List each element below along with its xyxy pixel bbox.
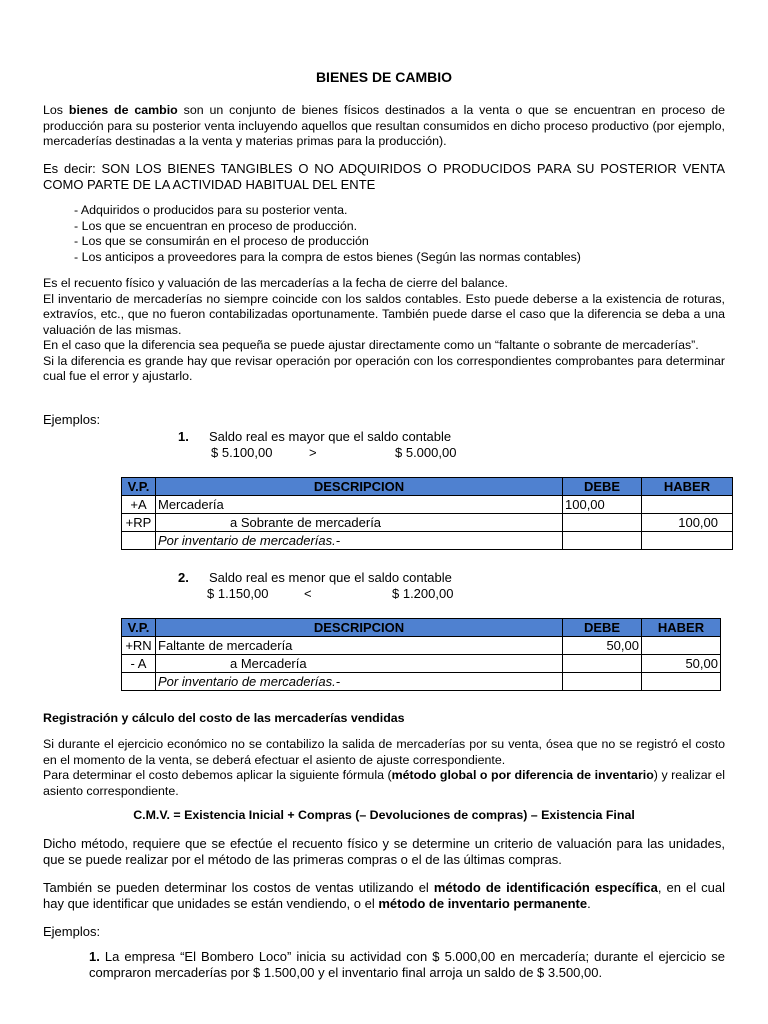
cell-debe: [563, 655, 642, 673]
table-row: [122, 673, 721, 691]
cmv-paragraph-4: También se pueden determinar los costos de ventas utilizando el método de identificación específica, en el cual hay que identificar que unidades se están vendiendo, o el método de inventario permanente.: [43, 880, 725, 911]
cell-debe: [563, 532, 642, 550]
cell-haber: [642, 532, 733, 550]
cell-vp: +RN: [122, 637, 156, 655]
header-descripcion: DESCRIPCION: [156, 478, 563, 496]
cell-vp: +A: [122, 496, 156, 514]
example-2-number: 2.: [178, 570, 189, 585]
cmv-ejemplos-label: Ejemplos:: [43, 924, 101, 939]
header-descripcion: DESCRIPCION: [156, 619, 563, 637]
table-header-row: [122, 619, 721, 637]
table-row: [122, 496, 733, 514]
intro-bold-term: bienes de cambio: [68, 103, 178, 117]
list-item: - Los que se consumirán en el proceso de producción: [74, 234, 369, 249]
inventario-block: [43, 276, 725, 385]
table-row: [122, 637, 721, 655]
cmv-example-1: 1. La empresa “El Bombero Loco” inicia su actividad con $ 5.000,00 en mercadería; durante el ejercicio se compraron mercaderías por $ 1.500,00 y el inventario final arroja un saldo de $ 3.500,00.: [89, 949, 725, 980]
example-1-operator: >: [309, 445, 317, 460]
inventario-p4: Si la diferencia es grande hay que revisar operación por operación con los correspondientes comprobantes para determinar cual fue el error y ajustarlo.: [43, 353, 725, 383]
cell-vp: +RP: [122, 514, 156, 532]
page-title: BIENES DE CAMBIO: [315, 69, 453, 85]
example-1-text: Saldo real es mayor que el saldo contable: [209, 429, 452, 444]
example-2-operator: <: [304, 586, 312, 601]
cell-debe: 100,00: [563, 496, 642, 514]
journal-table-2: [121, 618, 721, 691]
example-2-value-contable: $ 1.200,00: [392, 586, 454, 601]
intro-paragraph: Los bienes de cambio son un conjunto de bienes físicos destinados a la venta o que se encuentran en proceso de producción para su posterior venta incluyendo aquellos que resultan consumidos en dicho proceso productivo (por ejemplo, mercaderías destinadas a la venta y materias primas para la producción).: [43, 103, 725, 148]
inventario-p2: El inventario de mercaderías no siempre coincide con los saldos contables. Esto puede deberse a la existencia de roturas, extravíos, etc., que no fueron contabilizadas oportunamente. También puede darse el caso que la diferencia se deba a una valuación de las mismas.: [43, 291, 725, 337]
list-item: - Los anticipos a proveedores para la compra de estos bienes (Según las normas contables): [74, 249, 581, 264]
cell-vp: [122, 532, 156, 550]
cell-haber: [642, 496, 733, 514]
es-decir-paragraph: Es decir: SON LOS BIENES TANGIBLES O NO ADQUIRIDOS O PRODUCIDOS PARA SU POSTERIOR VENTA COMO PARTE DE LA ACTIVIDAD HABITUAL DEL ENTE: [43, 161, 725, 192]
cell-desc: Faltante de mercadería: [156, 637, 563, 655]
header-vp: V.P.: [122, 619, 156, 637]
header-haber: HABER: [642, 619, 721, 637]
example-1-number: 1.: [178, 429, 189, 444]
cell-vp: - A: [122, 655, 156, 673]
example-1-value-real: $ 5.100,00: [211, 445, 273, 460]
header-vp: V.P.: [122, 478, 156, 496]
header-haber: HABER: [642, 478, 733, 496]
cell-debe: [563, 673, 642, 691]
example-2-text: Saldo real es menor que el saldo contable: [209, 570, 452, 585]
cmv-paragraph-3: Dicho método, requiere que se efectúe el recuento físico y se determine un criterio de valuación para las unidades, que se puede realizar por el método de las primeras compras o el de las últimas compras.: [43, 836, 725, 867]
cell-debe: [563, 514, 642, 532]
cmv-formula: C.M.V. = Existencia Inicial + Compras (– Devoluciones de compras) – Existencia Final: [133, 808, 635, 822]
cmv-paragraph-2: Para determinar el costo debemos aplicar la siguiente fórmula (método global o por diferencia de inventario) y realizar el asiento correspondiente.: [43, 768, 725, 798]
list-item: - Los que se encuentran en proceso de producción.: [74, 218, 358, 233]
journal-table-1: [121, 477, 733, 550]
example-2-value-real: $ 1.150,00: [207, 586, 269, 601]
cell-desc: Por inventario de mercaderías.-: [156, 532, 563, 550]
list-item: - Adquiridos o producidos para su posterior venta.: [74, 203, 348, 217]
example-1-value-contable: $ 5.000,00: [395, 445, 457, 460]
cmv-heading: Registración y cálculo del costo de las mercaderías vendidas: [43, 711, 405, 725]
cell-vp: [122, 673, 156, 691]
table-header-row: [122, 478, 733, 496]
cell-haber: [642, 637, 721, 655]
ejemplos-label: Ejemplos:: [43, 412, 101, 427]
header-debe: DEBE: [563, 619, 642, 637]
cell-desc: a Sobrante de mercadería: [156, 514, 563, 532]
header-debe: DEBE: [563, 478, 642, 496]
cmv-paragraph-1: Si durante el ejercicio económico no se contabilizo la salida de mercaderías por su venta, ósea que no se registró el costo en el momento de la venta, se deberá efectuar el asiento de ajuste correspondiente.: [43, 737, 725, 767]
cell-desc: a Mercadería: [156, 655, 563, 673]
cell-haber: 100,00: [642, 514, 733, 532]
bullet-list: [74, 203, 581, 265]
cmv-example-number: 1.: [89, 949, 100, 964]
cell-desc: Por inventario de mercaderías.-: [156, 673, 563, 691]
table-row: [122, 532, 733, 550]
inventario-p1: Es el recuento físico y valuación de las mercaderías a la fecha de cierre del balance.: [43, 276, 508, 290]
inventario-p3: En el caso que la diferencia sea pequeña se puede ajustar directamente como un “faltante o sobrante de mercaderías”.: [43, 338, 699, 352]
cell-haber: [642, 673, 721, 691]
cell-desc: Mercadería: [156, 496, 563, 514]
table-row: [122, 514, 733, 532]
cell-debe: 50,00: [563, 637, 642, 655]
cell-haber: 50,00: [642, 655, 721, 673]
table-row: [122, 655, 721, 673]
